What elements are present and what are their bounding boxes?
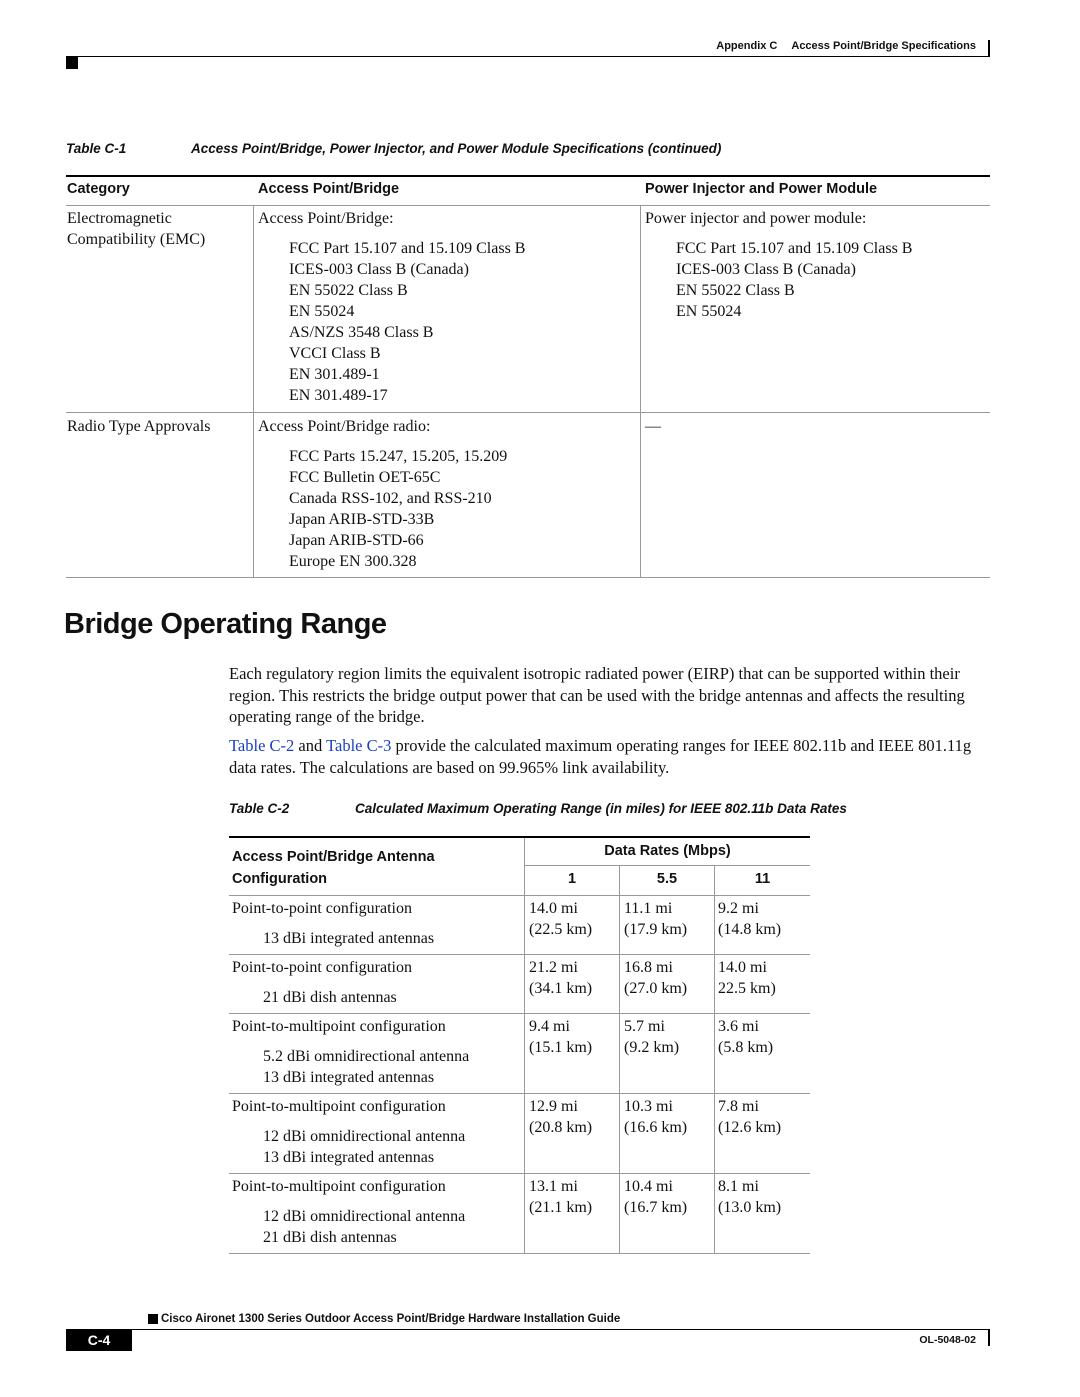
header-rule bbox=[66, 56, 990, 57]
list-item: ICES-003 Class B (Canada) bbox=[676, 261, 856, 278]
antenna-list bbox=[232, 1206, 465, 1248]
config-name: Point-to-multipoint configuration bbox=[232, 1178, 446, 1195]
range-cell bbox=[529, 898, 592, 940]
range-km: (16.7 km) bbox=[624, 1199, 688, 1216]
range-cell bbox=[718, 1016, 773, 1058]
list-item: EN 301.489-1 bbox=[289, 366, 380, 383]
range-km: (13.0 km) bbox=[718, 1199, 782, 1216]
range-miles: 12.9 mi bbox=[529, 1098, 578, 1115]
range-miles: 21.2 mi bbox=[529, 959, 578, 976]
antenna-list bbox=[232, 1126, 465, 1168]
range-cell bbox=[624, 1016, 679, 1058]
range-miles: 5.7 mi bbox=[624, 1018, 665, 1035]
header-section: Access Point/Bridge Specifications bbox=[791, 40, 976, 52]
range-km: (9.2 km) bbox=[624, 1039, 680, 1056]
table-c1-row2-pi bbox=[645, 416, 661, 437]
table-c2-label: Table C-2 bbox=[229, 801, 290, 816]
table-row bbox=[232, 1096, 465, 1168]
range-cell bbox=[529, 1096, 592, 1138]
list-item: 5.2 dBi omnidirectional antenna bbox=[263, 1048, 470, 1065]
list-item: EN 301.489-17 bbox=[289, 387, 388, 404]
pi-heading: — bbox=[645, 418, 661, 435]
range-km: (12.6 km) bbox=[718, 1119, 782, 1136]
header-appendix: Appendix C bbox=[716, 40, 778, 52]
range-cell bbox=[624, 957, 687, 999]
footer-marker bbox=[148, 1314, 158, 1324]
config-name: Point-to-point configuration bbox=[232, 959, 412, 976]
antenna-list bbox=[232, 987, 412, 1008]
list-item: EN 55022 Class B bbox=[676, 282, 795, 299]
list-item: ICES-003 Class B (Canada) bbox=[289, 261, 469, 278]
table-c1-label: Table C-1 bbox=[66, 141, 127, 156]
table-c2-col-rate-11: 11 bbox=[754, 871, 771, 887]
list-item: 13 dBi integrated antennas bbox=[263, 930, 435, 947]
ap-approval-list bbox=[258, 446, 507, 572]
list-item: EN 55024 bbox=[676, 303, 742, 320]
range-cell bbox=[718, 1176, 781, 1218]
table-c2-row-rule bbox=[229, 954, 810, 955]
range-cell bbox=[529, 957, 592, 999]
paragraph-text: provide the calculated maximum operating ranges for IEEE 802.11b and IEEE 801.11g data rates. The calculations are based on 99.965% link availability. bbox=[229, 736, 972, 777]
table-c2-row-rule bbox=[229, 1173, 810, 1174]
range-miles: 13.1 mi bbox=[529, 1178, 578, 1195]
list-item: 12 dBi omnidirectional antenna bbox=[263, 1128, 466, 1145]
range-miles: 10.4 mi bbox=[624, 1178, 673, 1195]
range-miles: 3.6 mi bbox=[718, 1018, 759, 1035]
category-line: Radio Type Approvals bbox=[67, 418, 211, 435]
range-km: (16.6 km) bbox=[624, 1119, 688, 1136]
table-c2-col-rate-1: 1 bbox=[567, 871, 577, 887]
range-cell bbox=[624, 898, 687, 940]
footer-guide-title: Cisco Aironet 1300 Series Outdoor Access Point/Bridge Hardware Installation Guide bbox=[161, 1313, 621, 1325]
range-cell bbox=[718, 957, 776, 999]
category-line: Compatibility (EMC) bbox=[67, 231, 206, 248]
range-miles: 14.0 mi bbox=[718, 959, 767, 976]
footer-rule bbox=[66, 1329, 990, 1330]
table-c1-col-pi: Power Injector and Power Module bbox=[645, 181, 878, 197]
range-km: (27.0 km) bbox=[624, 980, 688, 997]
range-cell bbox=[529, 1016, 592, 1058]
table-c1-row2-category bbox=[67, 416, 210, 437]
table-row bbox=[232, 898, 434, 949]
list-item: Japan ARIB-STD-66 bbox=[289, 532, 424, 549]
table-c2-top-rule bbox=[229, 836, 810, 838]
range-miles: 7.8 mi bbox=[718, 1098, 759, 1115]
range-cell bbox=[718, 898, 781, 940]
ap-heading: Access Point/Bridge: bbox=[258, 210, 394, 227]
section-paragraph-2 bbox=[229, 735, 993, 778]
table-c2-link[interactable]: Table C-2 bbox=[229, 736, 295, 755]
header-marker bbox=[66, 57, 78, 69]
antenna-list bbox=[232, 928, 434, 949]
config-name: Point-to-multipoint configuration bbox=[232, 1018, 446, 1035]
table-c2-divider bbox=[619, 866, 620, 1253]
table-c2-row-rule bbox=[229, 1093, 810, 1094]
table-c1-row1-ap bbox=[258, 208, 525, 406]
range-km: (15.1 km) bbox=[529, 1039, 593, 1056]
table-c1-bottom-rule bbox=[66, 577, 990, 578]
ap-standard-list bbox=[258, 238, 525, 406]
running-header bbox=[716, 40, 976, 52]
table-row bbox=[232, 957, 412, 1008]
list-item: 21 dBi dish antennas bbox=[263, 989, 397, 1006]
list-item: Europe EN 300.328 bbox=[289, 553, 417, 570]
range-cell bbox=[529, 1176, 592, 1218]
range-km: 22.5 km) bbox=[718, 980, 776, 997]
table-c2-bottom-rule bbox=[229, 1253, 810, 1254]
list-item: FCC Part 15.107 and 15.109 Class B bbox=[676, 240, 913, 257]
list-item: VCCI Class B bbox=[289, 345, 381, 362]
config-name: Point-to-multipoint configuration bbox=[232, 1098, 446, 1115]
table-c2-col-antenna: Access Point/Bridge Antenna bbox=[232, 849, 435, 865]
header-bar bbox=[988, 40, 990, 56]
table-c3-link[interactable]: Table C-3 bbox=[326, 736, 392, 755]
list-item: FCC Parts 15.247, 15.205, 15.209 bbox=[289, 448, 508, 465]
list-item: 12 dBi omnidirectional antenna bbox=[263, 1208, 466, 1225]
range-cell bbox=[624, 1176, 687, 1218]
range-km: (20.8 km) bbox=[529, 1119, 593, 1136]
range-km: (34.1 km) bbox=[529, 980, 593, 997]
list-item: 13 dBi integrated antennas bbox=[263, 1069, 435, 1086]
table-c1-header-rule bbox=[66, 205, 990, 206]
table-row bbox=[232, 1176, 465, 1248]
range-cell bbox=[718, 1096, 781, 1138]
table-c1-divider bbox=[640, 206, 641, 577]
list-item: FCC Part 15.107 and 15.109 Class B bbox=[289, 240, 526, 257]
table-c2-title: Calculated Maximum Operating Range (in miles) for IEEE 802.11b Data Rates bbox=[355, 801, 847, 816]
table-c2-row-rule bbox=[229, 1013, 810, 1014]
section-paragraph-1: Each regulatory region limits the equivalent isotropic radiated power (EIRP) that can be supported within their region. This restricts the bridge output power that can be used with the bridge antennas and affects the resulting operating range of the bridge. bbox=[229, 664, 965, 726]
table-c2-divider bbox=[714, 866, 715, 1253]
table-row bbox=[232, 1016, 469, 1088]
range-miles: 14.0 mi bbox=[529, 900, 578, 917]
list-item: Canada RSS-102, and RSS-210 bbox=[289, 490, 492, 507]
table-c2-divider bbox=[524, 838, 525, 1253]
range-miles: 9.4 mi bbox=[529, 1018, 570, 1035]
range-km: (14.8 km) bbox=[718, 921, 782, 938]
page-number: C-4 bbox=[66, 1330, 132, 1351]
range-km: (5.8 km) bbox=[718, 1039, 774, 1056]
table-c1-col-ap: Access Point/Bridge bbox=[258, 181, 400, 197]
range-miles: 8.1 mi bbox=[718, 1178, 759, 1195]
pi-heading: Power injector and power module: bbox=[645, 210, 867, 227]
list-item: 13 dBi integrated antennas bbox=[263, 1149, 435, 1166]
table-c2-col-config: Configuration bbox=[232, 871, 328, 887]
config-name: Point-to-point configuration bbox=[232, 900, 412, 917]
range-miles: 11.1 mi bbox=[624, 900, 673, 917]
table-c1-row-rule bbox=[66, 412, 990, 413]
table-c1-title: Access Point/Bridge, Power Injector, and Power Module Specifications (continued) bbox=[191, 141, 722, 156]
table-c2-rates-rule bbox=[525, 865, 810, 866]
list-item: FCC Bulletin OET-65C bbox=[289, 469, 441, 486]
table-c2-col-rate-5-5: 5.5 bbox=[656, 871, 678, 887]
footer-bar bbox=[988, 1330, 990, 1346]
table-c1-row1-pi bbox=[645, 208, 912, 322]
category-line: Electromagnetic bbox=[67, 210, 172, 227]
ap-heading: Access Point/Bridge radio: bbox=[258, 418, 431, 435]
pi-standard-list bbox=[645, 238, 912, 322]
table-c2-col-rates: Data Rates (Mbps) bbox=[604, 843, 731, 859]
section-title: Bridge Operating Range bbox=[64, 608, 387, 640]
table-c1-divider bbox=[253, 206, 254, 577]
range-km: (22.5 km) bbox=[529, 921, 593, 938]
list-item: EN 55024 bbox=[289, 303, 355, 320]
range-miles: 16.8 mi bbox=[624, 959, 673, 976]
antenna-list bbox=[232, 1046, 469, 1088]
range-cell bbox=[624, 1096, 687, 1138]
table-c1-col-category: Category bbox=[67, 181, 130, 197]
paragraph-text: and bbox=[294, 736, 327, 755]
range-miles: 9.2 mi bbox=[718, 900, 759, 917]
table-c2-header-rule bbox=[229, 895, 810, 896]
list-item: AS/NZS 3548 Class B bbox=[289, 324, 434, 341]
table-c1-row2-ap bbox=[258, 416, 507, 572]
list-item: 21 dBi dish antennas bbox=[263, 1229, 397, 1246]
table-c1-top-rule bbox=[66, 175, 990, 177]
document-id: OL-5048-02 bbox=[919, 1334, 976, 1346]
list-item: EN 55022 Class B bbox=[289, 282, 408, 299]
list-item: Japan ARIB-STD-33B bbox=[289, 511, 435, 528]
table-c1-row1-category bbox=[67, 208, 205, 250]
range-km: (21.1 km) bbox=[529, 1199, 593, 1216]
range-miles: 10.3 mi bbox=[624, 1098, 673, 1115]
range-km: (17.9 km) bbox=[624, 921, 688, 938]
